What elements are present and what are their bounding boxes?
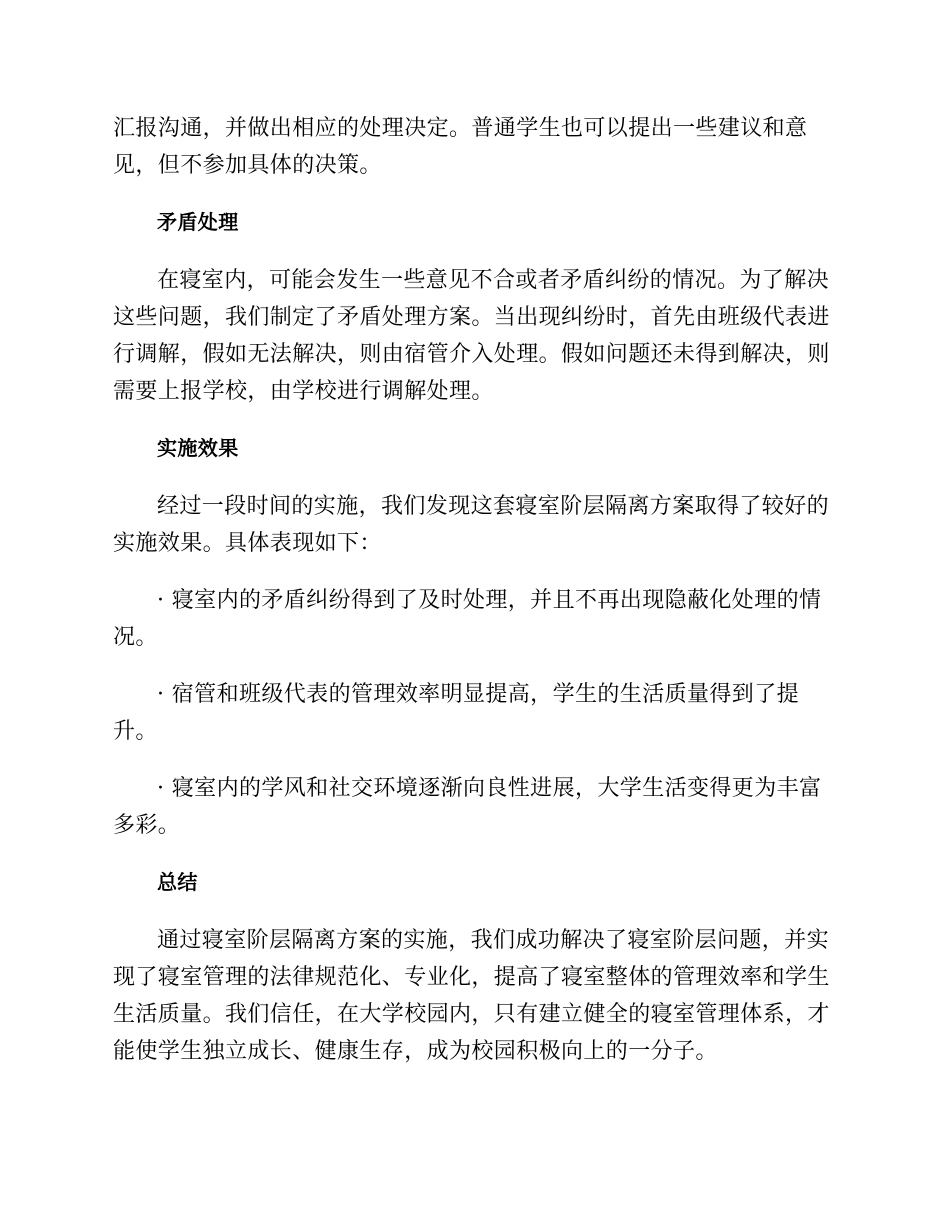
section-paragraph-summary: 通过寝室阶层隔离方案的实施，我们成功解决了寝室阶层问题，并实现了寝室管理的法律规范化、专业化，提高了寝室整体的管理效率和学生生活质量。我们信任，在大学校园内，只有建立健全的寝室管理体系，才能使学生独立成长、健康生存，成为校园积极向上的一分子。 bbox=[113, 928, 830, 1064]
bullet-item: · 宿管和班级代表的管理效率明显提高，学生的生活质量得到了提升。 bbox=[113, 682, 799, 744]
continuation-paragraph: 汇报沟通，并做出相应的处理决定。普通学生也可以提出一些建议和意见，但不参加具体的决策。 bbox=[113, 116, 808, 178]
section-heading-summary: 总结 bbox=[157, 870, 198, 894]
section-paragraph-conflict: 在寝室内，可能会发生一些意见不合或者矛盾纠纷的情况。为了解决这些问题，我们制定了矛盾处理方案。当出现纠纷时，首先由班级代表进行调解，假如无法解决，则由宿管介入处理。假如问题还未得到解决，则需要上报学校，由学校进行调解处理。 bbox=[113, 268, 830, 404]
section-paragraph-results: 经过一段时间的实施，我们发现这套寝室阶层隔离方案取得了较好的实施效果。具体表现如下： bbox=[113, 494, 830, 556]
section-heading-results: 实施效果 bbox=[157, 436, 239, 460]
bullet-item: · 寝室内的学风和社交环境逐渐向良性进展，大学生活变得更为丰富多彩。 bbox=[113, 776, 822, 838]
bullet-item: · 寝室内的矛盾纠纷得到了及时处理，并且不再出现隐蔽化处理的情况。 bbox=[113, 588, 822, 650]
document-page bbox=[113, 110, 833, 1070]
section-heading-conflict: 矛盾处理 bbox=[157, 210, 239, 234]
